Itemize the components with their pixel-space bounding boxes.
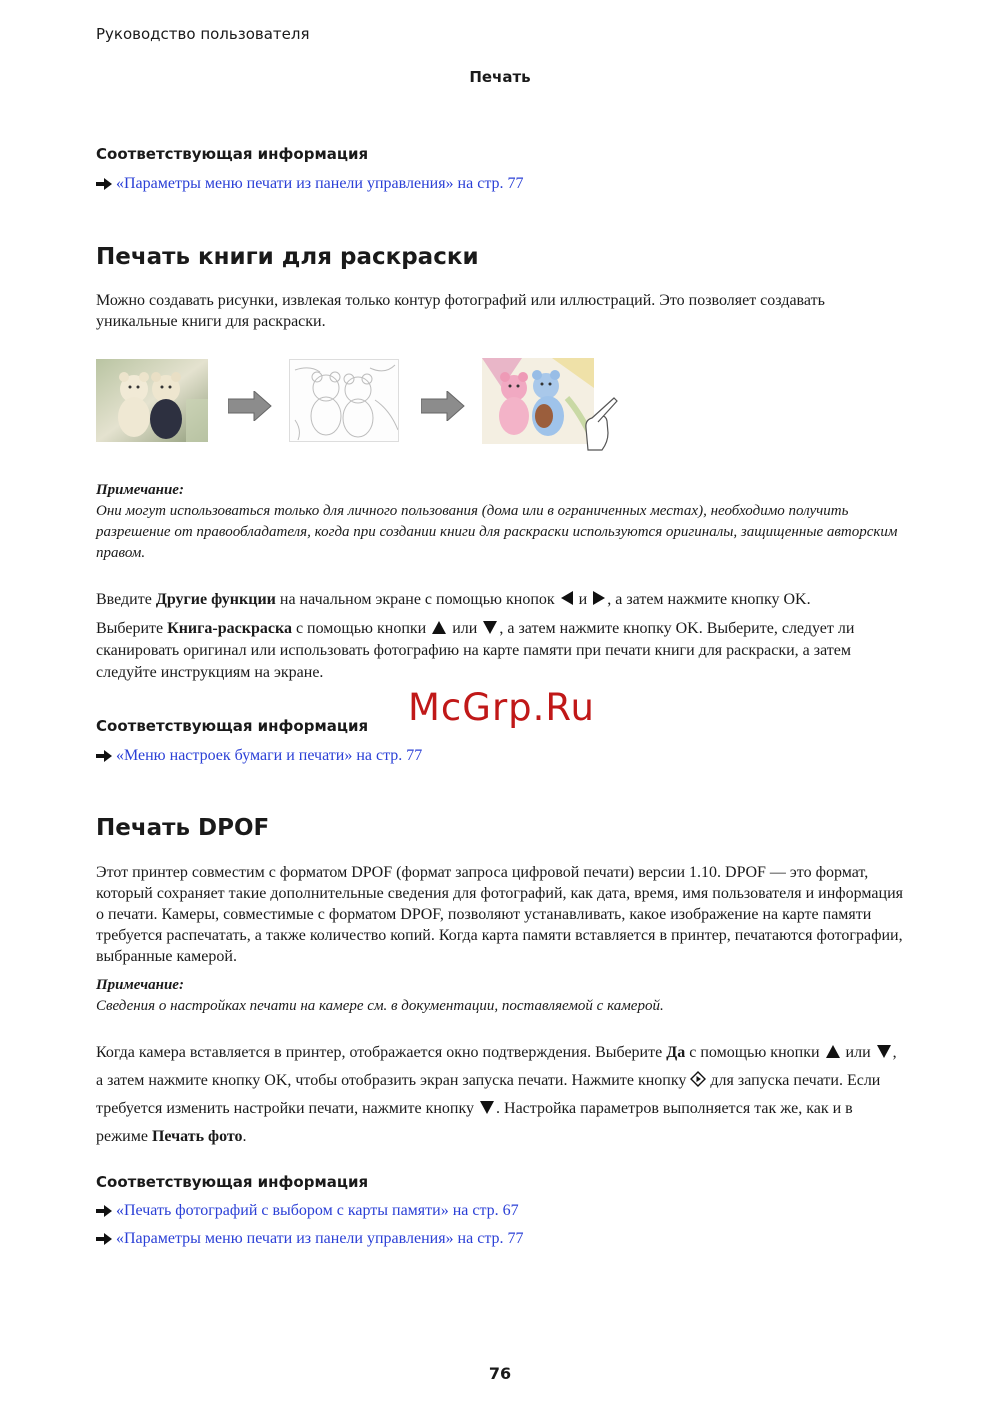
right-button-icon (593, 591, 605, 605)
outline-drawing-image (289, 359, 399, 442)
related-link[interactable]: «Печать фотографий с выбором с карты памяти» на стр. 67 (116, 1202, 519, 1219)
colored-drawing-image (482, 358, 622, 453)
menu-coloring-book: Книга-раскраска (167, 620, 292, 637)
section-heading-dpof: Печать DPOF (96, 815, 270, 841)
related-link[interactable]: «Параметры меню печати из панели управления» на стр. 77 (116, 175, 524, 192)
related-link[interactable]: «Меню настроек бумаги и печати» на стр. 77 (116, 747, 423, 764)
document-title: Руководство пользователя (96, 25, 310, 43)
note-title: Примечание: (96, 482, 184, 498)
up-button-icon (826, 1045, 840, 1058)
arrow-right-icon (96, 1233, 112, 1245)
related-link-row[interactable] (96, 1202, 519, 1220)
dpof-intro-paragraph: Этот принтер совместим с форматом DPOF (формат запроса цифровой печати) версии 1.10. DPOF — это формат, который сохраняет такие дополнительные сведения для фотографий, как дата, время, имя пользователя и информация о печати. Камеры, совместимые с форматом DPOF, позволяют устанавливать, какое изображение на карте памяти требуется распечатать, а также количество копий. Когда карта памяти вставляется в принтер, печатаются фотографии, выбранные камерой. (96, 864, 903, 965)
related-link-row[interactable] (96, 175, 524, 193)
photo-bears-image (96, 359, 208, 442)
down-button-icon (480, 1101, 494, 1114)
related-info-title: Соответствующая информация (96, 145, 369, 163)
start-button-icon (690, 1071, 706, 1087)
page-number: 76 (488, 1364, 512, 1383)
arrow-right-icon (421, 391, 465, 421)
related-link-row[interactable] (96, 1230, 524, 1248)
related-info-title: Соответствующая информация (96, 717, 369, 735)
coloring-step-paragraph-2: Выберите Книга-раскраска с помощью кнопки или , а затем нажмите кнопку OK. Выберите, следует ли сканировать оригинал или использовать фотографию на карте памяти при печати книги для раскраски, а затем следуйте инструкциям на экране. (96, 620, 855, 681)
arrow-right-icon (96, 750, 112, 762)
coloring-intro-paragraph: Можно создавать рисунки, извлекая только контур фотографий или иллюстраций. Это позволяет создавать уникальные книги для раскраски. (96, 292, 825, 330)
up-button-icon (432, 621, 446, 634)
dpof-step-paragraph: Когда камера вставляется в принтер, отображается окно подтверждения. Выберите Да с помощью кнопки или , а затем нажмите кнопку OK, чтобы отобразить экран запуска печати. Нажмите кнопку для запуска печати. Если требуется изменить настройки печати, нажмите кнопку . Настройка параметров выполняется так же, как и в режиме Печать фото. (96, 1044, 897, 1145)
related-link[interactable]: «Параметры меню печати из панели управления» на стр. 77 (116, 1230, 524, 1247)
menu-other-functions: Другие функции (155, 591, 276, 608)
section-heading-coloring-book: Печать книги для раскраски (96, 244, 479, 270)
note-title: Примечание: (96, 977, 184, 993)
note-text: Они могут использоваться только для личного пользования (дома или в ограниченных местах), необходимо получить разрешение от правообладателя, когда при создании книги для раскраски используются оригиналы, защищенные авторским правом. (96, 503, 898, 561)
option-yes: Да (666, 1044, 686, 1061)
mode-print-photo: Печать фото (151, 1128, 243, 1145)
arrow-right-icon (96, 178, 112, 190)
note-text: Сведения о настройках печати на камере см. в документации, поставляемой с камерой. (96, 998, 664, 1014)
related-info-title: Соответствующая информация (96, 1173, 369, 1191)
coloring-step-paragraph-1: Введите Другие функции на начальном экране с помощью кнопок и , а затем нажмите кнопку OK. (96, 591, 811, 608)
arrow-right-icon (96, 1205, 112, 1217)
down-button-icon (877, 1045, 891, 1058)
arrow-right-icon (228, 391, 272, 421)
section-title: Печать (469, 68, 531, 86)
watermark-text: McGrp.Ru (408, 686, 595, 729)
left-button-icon (561, 591, 573, 605)
down-button-icon (483, 621, 497, 634)
related-link-row[interactable] (96, 747, 422, 765)
